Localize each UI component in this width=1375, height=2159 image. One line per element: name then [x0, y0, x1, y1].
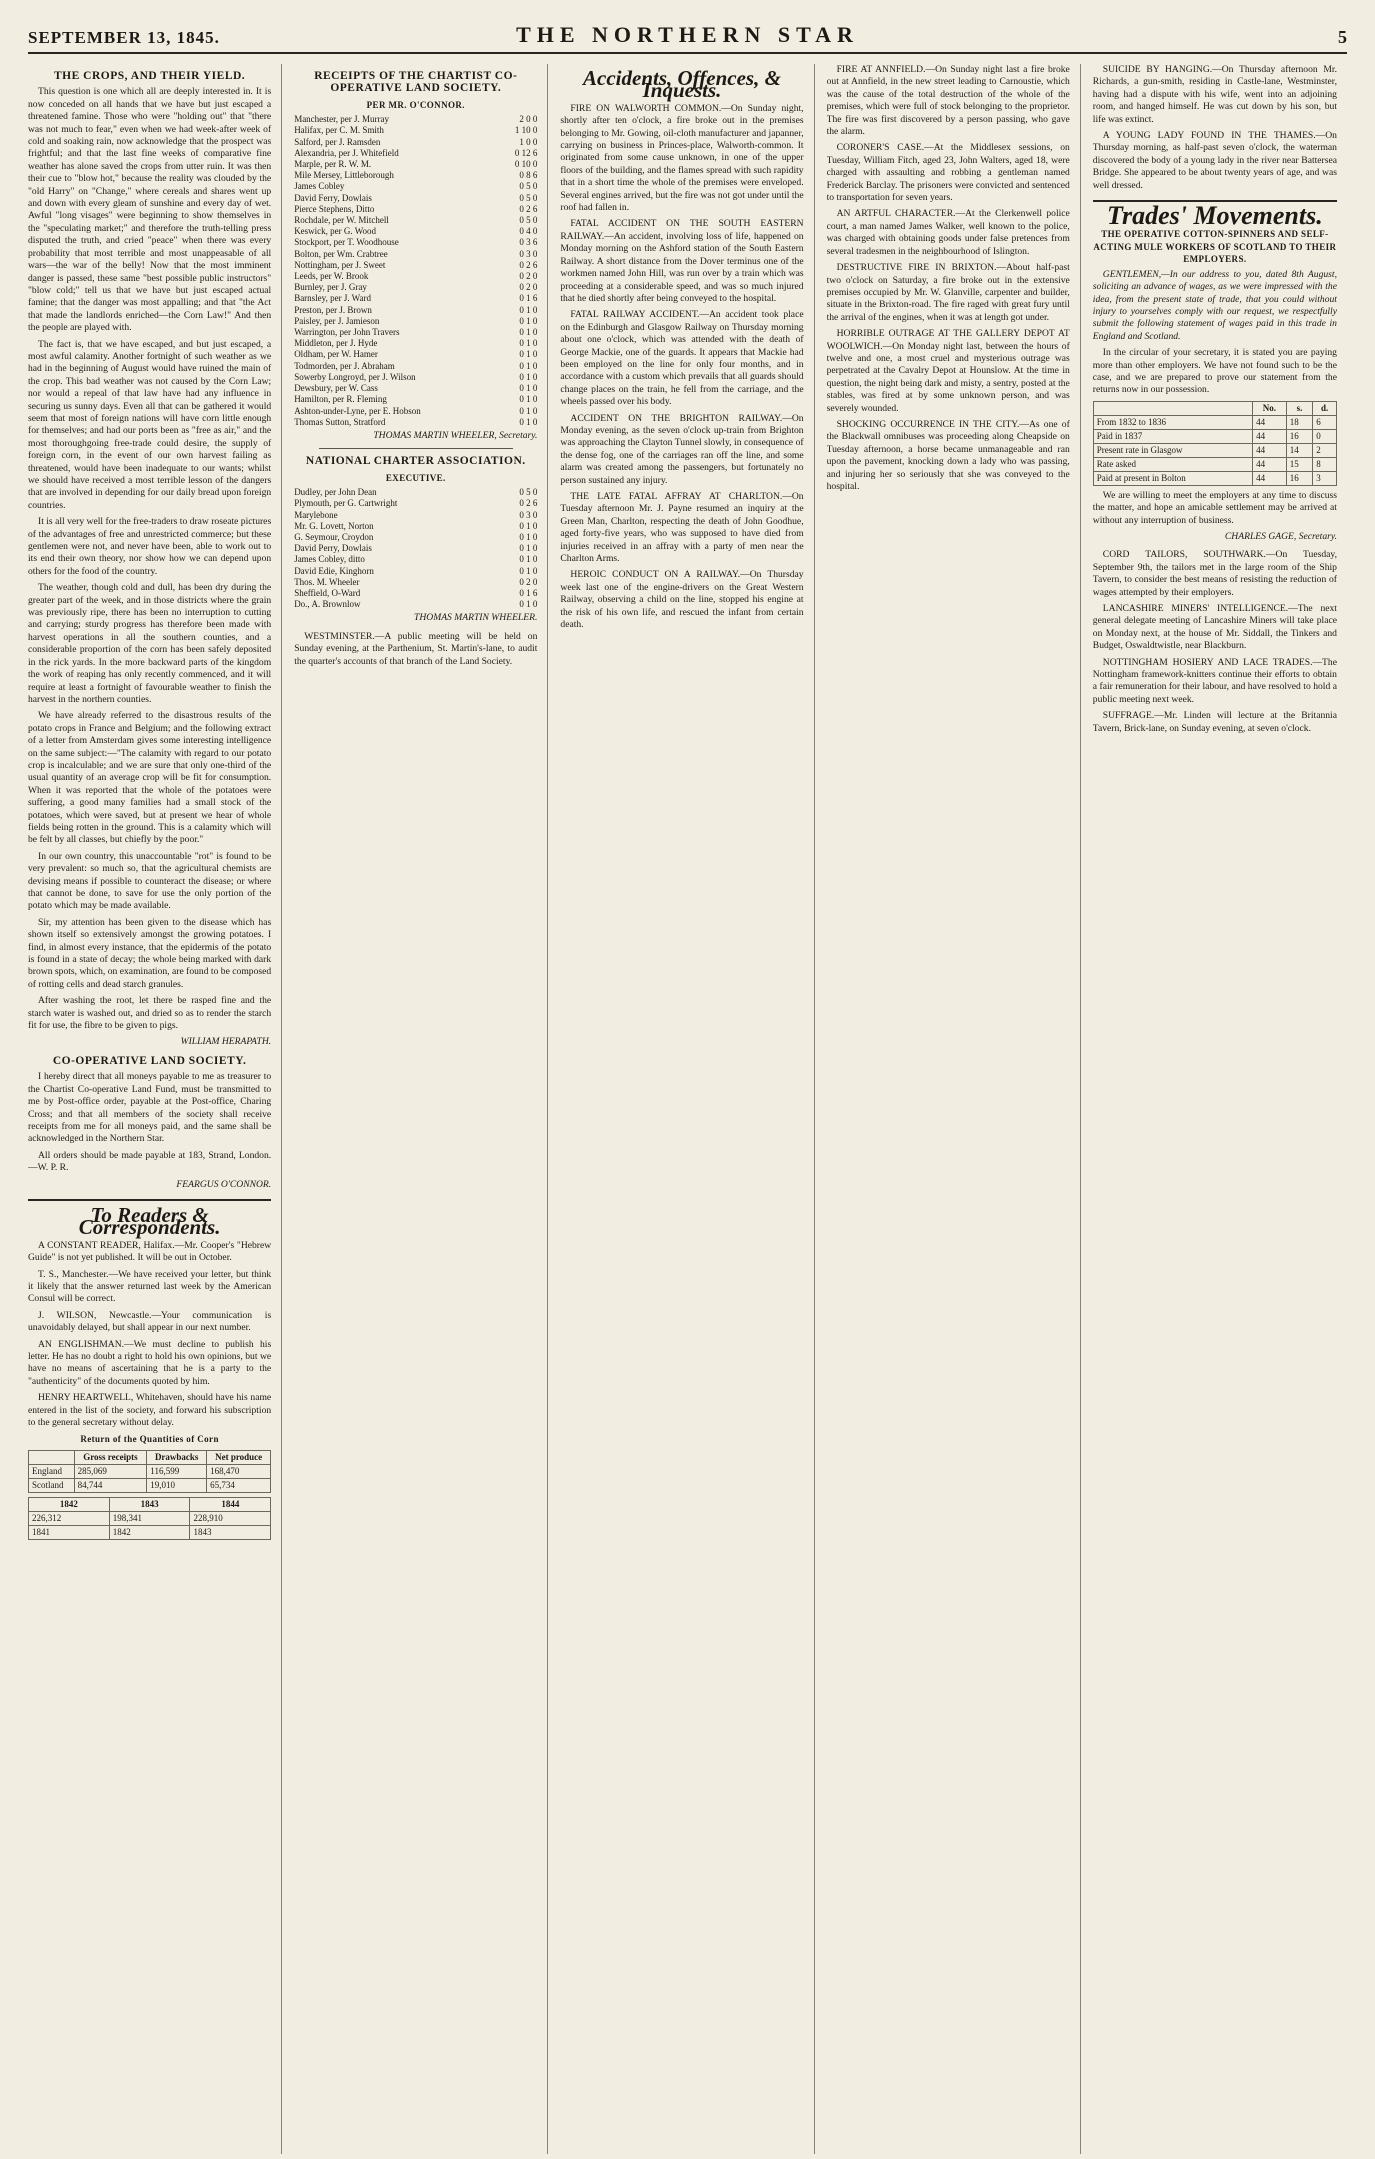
- crops-paragraph: This question is one which all are deeply interested in. It is now conceded on all hands that we have but just escaped a threatened famine. Those who were "holding out" that "there was not much to fear," even when we had week-after week of cold and soaking rain, now acknowledge that the prospect was frightful; and that the last fine weeks of comparative fine weather has alone saved the crops from utter ruin. It was then their cue to "blow hot," because the reality was clouded by the "old Harry" on "Change," where cereals and shares went up and down with every gleam of sunshine and every day of wet. Awful "long visages" were beginning to show themselves in the "speculating market;" and therefore the truth-telling press disputed the truth, and cried "peace" when there was every probability that most terrible and most unappeasable of all wars—the war of the belly! Now that the most imminent danger is passed, these same "best possible public instructors" "blow cold;" tell us that we have but just escaped actual famine; that the danger was most appalling; and that "the Act that made the landlords enriched—the Corn Law!" And then the people are played with.: [28, 86, 272, 334]
- reader-note: T. S., Manchester.—We have received your letter, but think it likely that the answer returned last week by the American Consul will be correct.: [28, 1268, 272, 1305]
- ledger-amount: 0 1 0: [519, 383, 538, 394]
- table-header: Net produce: [207, 1450, 271, 1464]
- news-item: FATAL ACCIDENT ON THE SOUTH EASTERN RAILWAY.—An accident, involving loss of life, happened on Monday morning on the Ashford station of the South Eastern Railway. A short distance from the Dover terminus one of the workmen named John Hill, was run over by a train which was proceeding at a considerable speed, and was so much injured that he died shortly after being conveyed to the hospital.: [560, 218, 804, 304]
- ledger-amount: 0 3 6: [519, 237, 538, 248]
- ledger-name: Barnsley, per J. Ward: [294, 293, 371, 304]
- trades-paragraph: GENTLEMEN,—In our address to you, dated 8th August, soliciting an advance of wages, as we were impressed with the idea, from the present state of trade, that you could without injury to yourselves comply with our request, we respectfully submit the following statement of wages paid in this trade in England and Scotland.: [1092, 268, 1337, 342]
- ledger-name: Oldham, per W. Hamer: [294, 349, 378, 360]
- years-table: [28, 1497, 271, 1540]
- trades-heading: Trades' Movements.: [1107, 201, 1323, 231]
- news-item: SHOCKING OCCURRENCE IN THE CITY.—As one of the Blackwall omnibuses was proceeding along Cheapside on Tuesday afternoon, a horse became unmanageable and ran upon the pavement, knocking down a lady who was passing, and injuring her so seriously that she was conveyed to the hospital.: [826, 418, 1070, 492]
- ledger-amount: 0 1 0: [519, 520, 538, 531]
- divider: [28, 1199, 271, 1201]
- ledger-name: Pierce Stephens, Ditto: [294, 203, 375, 214]
- trades-paragraph: NOTTINGHAM HOSIERY AND LACE TRADES.—The Nottingham framework-knitters continue their efforts to obtain a fair remuneration for their labour, and have resolved to hold a public meeting next week.: [1092, 656, 1337, 705]
- ledger-amount: 0 5 0: [519, 487, 538, 498]
- ledger-amount: 0 1 0: [519, 531, 538, 542]
- masthead: [28, 18, 1347, 54]
- crops-paragraph: It is all very well for the free-traders to draw roseate pictures of the advantages of free and unrestricted commerce; but these gentlemen were not, and never have been, able to work out to its end their own theory, nor show how we can depend upon others for the food of the country.: [28, 516, 272, 577]
- table-header: Gross receipts: [74, 1450, 147, 1464]
- ledger-amount: 0 2 6: [519, 498, 538, 509]
- receipts-signature: THOMAS MARTIN WHEELER, Secretary.: [373, 429, 538, 441]
- table-row: [29, 1478, 271, 1492]
- ledger-name: David Edie, Kinghorn: [294, 565, 374, 576]
- ledger-row: [294, 588, 537, 599]
- crops-paragraph: The weather, though cold and dull, has been dry during the greater part of the week, and in those districts where the grain was previously ripe, there has been no interruption to cutting and carrying; sturdy progress has therefore been made with harvest operations in all the southern counties, and a considerable proportion of the corn has been safely deposited in the rick yards. In the more backward parts of the kingdom the work of reaping has only recently commenced, and it will require at least a fortnight of favourable weather to finish the harvest in the northern counties.: [28, 582, 272, 705]
- ledger-name: Leeds, per W. Brook: [294, 271, 369, 282]
- ledger-row: [294, 237, 537, 248]
- ledger-row: [294, 260, 537, 271]
- ledger-row: [294, 361, 537, 372]
- table-cell: 1843: [190, 1525, 271, 1539]
- ledger-row: [294, 577, 537, 588]
- table-header: Drawbacks: [147, 1450, 207, 1464]
- ledger-name: Hamilton, per R. Fleming: [294, 394, 387, 405]
- table-cell: 2: [1313, 443, 1337, 457]
- column-4: [827, 64, 1081, 2154]
- ledger-row: [294, 327, 537, 338]
- ledger-row: [294, 316, 537, 327]
- ledger-row: [294, 125, 537, 136]
- table-header: 1844: [190, 1497, 271, 1511]
- ledger-row: [294, 599, 537, 610]
- ledger-name: Thos. M. Wheeler: [294, 576, 360, 587]
- table-cell: 226,312: [29, 1511, 110, 1525]
- news-item: CORONER'S CASE.—At the Middlesex sessions, on Tuesday, William Fitch, aged 23, John Walters, aged 18, were charged with assaulting and robbing a gentleman named Frederick Barclay. The prisoners were convicted and sentenced to transportation for seven years.: [826, 142, 1070, 204]
- ledger-name: Todmorden, per J. Abraham: [294, 360, 395, 371]
- newspaper-title: THE NORTHERN STAR: [516, 22, 859, 47]
- receipts-ledger: [294, 114, 537, 428]
- ledger-amount: 0 1 0: [519, 349, 538, 360]
- table-cell: 44: [1253, 457, 1287, 471]
- reader-note: HENRY HEARTWELL, Whitehaven, should have his name entered in the list of the society, and forward his subscription to the general secretary without delay.: [28, 1392, 272, 1429]
- table-cell: 44: [1253, 443, 1287, 457]
- ledger-amount: 0 2 6: [519, 203, 538, 214]
- crops-paragraph: In our own country, this unaccountable "rot" is found to be very prevalent: so much so, that the agricultural chemists are devising means if possible to counteract the disease; or where that cannot be done, to save for use the only portion of the potato which may be made available.: [28, 850, 272, 912]
- association-ledger: [294, 487, 537, 610]
- ledger-name: Plymouth, per G. Cartwright: [294, 498, 398, 509]
- ledger-row: [294, 170, 537, 181]
- table-row: [29, 1511, 271, 1525]
- ledger-amount: 0 1 0: [519, 315, 538, 326]
- ledger-row: [294, 521, 537, 532]
- ledger-row: [294, 498, 537, 509]
- trades-paragraph: CORD TAILORS, SOUTHWARK.—On Tuesday, September 9th, the tailors met in the large room of the Ship Tavern, to consider the best means of resisting the reduction of wages attempted by their employers.: [1092, 549, 1337, 598]
- land-paragraph: I hereby direct that all moneys payable to me as treasurer to the Chartist Co-operative Land Fund, must be transmitted to me by Post-office order, payable at the Post-office, Charing Cross; and that all members of the society shall receive receipts from me for all moneys paid, and the same shall be acknowledged in the Northern Star.: [28, 1071, 272, 1145]
- ledger-row: [294, 249, 537, 260]
- ledger-amount: 2 0 0: [519, 114, 538, 125]
- trades-subheading: THE OPERATIVE COTTON-SPINNERS AND SELF-ACTING MULE WORKERS OF SCOTLAND TO THEIR EMPLOYERS.: [1093, 229, 1337, 265]
- table-cell: 6: [1313, 415, 1337, 429]
- news-item: FIRE ON WALWORTH COMMON.—On Sunday night, shortly after ten o'clock, a fire broke out in the premises belonging to Mr. Gowing, oil-cloth manufacturer and japanner, carrying on business in Princes-place, Walworth-common. It originated from some cause unknown, in one of the upper floors of the building, and the flames spread with such rapidity that in a short time the whole of the premises were enveloped. Several engines arrived, but the fire was not got under until the roof had fallen in.: [560, 102, 804, 214]
- news-item: SUICIDE BY HANGING.—On Thursday afternoon Mr. Richards, a gun-smith, residing in Castle-lane, Westminster, having had a dispute with his wife, went into an adjoining room, and hanged himself. He was cut down by his son, but life was extinct.: [1092, 64, 1337, 125]
- ledger-name: Sheffield, O-Ward: [294, 587, 361, 598]
- ledger-amount: 0 3 0: [519, 509, 538, 520]
- ledger-row: [294, 193, 537, 204]
- accidents-heading: Accidents, Offences, & Inquests.: [583, 66, 781, 103]
- table-row: [1093, 457, 1336, 471]
- table-cell: Scotland: [29, 1478, 75, 1492]
- ledger-amount: 0 2 0: [519, 271, 538, 282]
- ledger-row: [294, 383, 537, 394]
- ledger-amount: 1 10 0: [514, 125, 538, 136]
- readers-heading: To Readers & Correspondents.: [78, 1202, 221, 1240]
- ledger-row: [294, 510, 537, 521]
- ledger-name: Middleton, per J. Hyde: [294, 338, 378, 349]
- table-cell: 198,341: [109, 1511, 190, 1525]
- ledger-amount: 0 5 0: [519, 181, 538, 192]
- corn-table-heading: Return of the Quantities of Corn: [80, 1434, 219, 1445]
- crops-paragraph: Sir, my attention has been given to the disease which has shown itself so extensively amongst the growing potatoes. I find, in almost every instance, that the epidermis of the potato is found in a state of decay; the whole being marked with dark brown spots, which, on examination, are found to be composed of rotting cells and dead starch granules.: [28, 916, 272, 990]
- ledger-amount: 0 1 0: [519, 416, 538, 427]
- crops-paragraph: The fact is, that we have escaped, and but just escaped, a most awful calamity. Another fortnight of such weather as we had in the beginning of August would have ruined the main of the crop. This bad weather was not caused by the Corn Law; nor would a repeal of that law have had any influence in securing us sunny days. Even all that can be gathered it would seem that most of foreign nations will have corn little enough for themselves; and had our ports been as "free as air," and the most thoroughgoing free-trade could desire, the supply of foreign corn, in the event of our own harvest failing as threatened, would have been inadequate to our wants; whilst we should have received a most terrible lesson of the dangers that are involved in depending for our daily bread upon foreign countries.: [28, 338, 272, 511]
- crops-paragraph: We have already referred to the disastrous results of the potato crops in France and Belgium; and the following extract of a letter from Amsterdam gives some interesting intelligence on the same subject:—"The calamity with regard to our potato crop is incalculable; and we are sure that only one-third of the usual quantity of an average crop will be fit for consumption. When it was reported that the whole of the potatoes were suffering, a good many families had a small stock of the potatoes, which were saved, but at present we hear of whole fields being rotten in the ground. This is a calamity which will be felt by all classes, but chiefly by the poor.": [28, 710, 272, 846]
- table-header: s.: [1286, 401, 1313, 415]
- land-paragraph: All orders should be made payable at 183, Strand, London.—W. P. R.: [28, 1149, 272, 1174]
- ledger-amount: 0 1 0: [519, 371, 538, 382]
- ledger-row: [294, 487, 537, 498]
- ledger-amount: 1 0 0: [519, 136, 538, 147]
- news-item: ACCIDENT ON THE BRIGHTON RAILWAY.—On Monday evening, as the seven o'clock up-train from Brighton was approaching the Clayton Tunnel slowly, in consequence of the dense fog, one of the carriages ran off the line, and some alarm was created among the passengers, but fortunately no person sustained any injury.: [560, 412, 804, 486]
- crops-paragraph: After washing the root, let there be rasped fine and the starch water is washed out, and dried so as to render the starch fit for use, the fibre to be given to pigs.: [28, 995, 272, 1032]
- news-item: HEROIC CONDUCT ON A RAILWAY.—On Thursday week last one of the engine-drivers on the Great Western Railway, observing a child on the line, stopped his engine at the risk of his own life, and rescued the infant from certain death.: [560, 569, 804, 631]
- ledger-name: G. Seymour, Croydon: [294, 531, 374, 542]
- ledger-row: [294, 532, 537, 543]
- ledger-row: [294, 372, 537, 383]
- land-society-heading: CO-OPERATIVE LAND SOCIETY.: [52, 1054, 247, 1067]
- ledger-amount: 0 1 0: [519, 554, 538, 565]
- table-cell: Rate asked: [1093, 457, 1252, 471]
- ledger-amount: 0 10 0: [514, 159, 538, 170]
- ledger-name: Bolton, per Wm. Crabtree: [294, 248, 388, 259]
- ledger-name: James Cobley, ditto: [294, 554, 365, 565]
- ledger-amount: 0 1 0: [519, 543, 538, 554]
- ledger-row: [294, 137, 537, 148]
- ledger-amount: 0 2 6: [519, 259, 538, 270]
- ledger-name: Keswick, per G. Wood: [294, 226, 377, 237]
- table-cell: 18: [1286, 415, 1313, 429]
- table-cell: Paid in 1837: [1093, 429, 1252, 443]
- ledger-name: James Cobley: [294, 181, 345, 192]
- wages-table: [1093, 401, 1337, 486]
- ledger-row: [294, 417, 537, 428]
- table-row: [1093, 415, 1336, 429]
- table-cell: 16: [1286, 429, 1313, 443]
- ledger-amount: 0 1 6: [519, 293, 538, 304]
- ledger-name: Stockport, per T. Woodhouse: [294, 237, 399, 248]
- ledger-amount: 0 4 0: [519, 226, 538, 237]
- ledger-row: [294, 554, 537, 565]
- association-note: WESTMINSTER.—A public meeting will be held on Sunday evening, at the Parthenium, St. Martin's-lane, to audit the quarter's accounts of that branch of the Land Society.: [294, 630, 538, 667]
- table-cell: 44: [1253, 471, 1287, 485]
- ledger-name: Paisley, per J. Jamieson: [294, 315, 380, 326]
- ledger-row: [294, 293, 537, 304]
- table-row: [29, 1525, 271, 1539]
- table-cell: 116,599: [147, 1464, 207, 1478]
- ledger-amount: 0 1 6: [519, 587, 538, 598]
- ledger-name: David Perry, Dowlais: [294, 543, 372, 554]
- news-item: A YOUNG LADY FOUND IN THE THAMES.—On Thursday morning, as half-past seven o'clock, the waterman discovered the body of a young lady in the river near Battersea Bridge. She appeared to be about twenty years of age, and was well dressed.: [1092, 130, 1337, 191]
- table-cell: 285,069: [74, 1464, 147, 1478]
- ledger-row: [294, 543, 537, 554]
- association-heading: NATIONAL CHARTER ASSOCIATION.: [305, 455, 526, 468]
- trades-paragraph: In the circular of your secretary, it is stated you are paying more than other employers. We have not found such to be the case, and we are prepared to prove our statement from the returns now in our possession.: [1092, 347, 1337, 396]
- page-number: 5: [1338, 27, 1347, 47]
- receipts-subheading: PER MR. O'CONNOR.: [366, 99, 465, 110]
- land-signature: FEARGUS O'CONNOR.: [176, 1178, 272, 1190]
- ledger-amount: 0 1 0: [519, 599, 538, 610]
- ledger-amount: 0 1 0: [519, 405, 538, 416]
- ledger-name: Mr. G. Lovett, Norton: [294, 520, 374, 531]
- corn-table: [28, 1450, 271, 1493]
- ledger-row: [294, 282, 537, 293]
- table-row: [1093, 429, 1336, 443]
- ledger-amount: 0 12 6: [514, 147, 538, 158]
- ledger-amount: 0 1 0: [519, 304, 538, 315]
- ledger-name: Preston, per J. Brown: [294, 304, 372, 315]
- table-cell: 15: [1286, 457, 1313, 471]
- ledger-row: [294, 305, 537, 316]
- ledger-name: Do., A. Brownlow: [294, 599, 361, 610]
- table-cell: 228,910: [190, 1511, 271, 1525]
- ledger-amount: 0 1 0: [519, 338, 538, 349]
- columns: [28, 64, 1347, 2154]
- ledger-row: [294, 406, 537, 417]
- trades-paragraph: We are willing to meet the employers at any time to discuss the matter, and hope an amicable settlement may be arrived at without any interruption of business.: [1092, 489, 1337, 526]
- column-1: [28, 64, 282, 2154]
- reader-note: AN ENGLISHMAN.—We must decline to publish his letter. He has no doubt a right to hold his own opinions, but we have no means of ascertaining that he is a party to the "authenticity" of the documents quoted by him.: [28, 1338, 272, 1387]
- ledger-amount: 0 1 0: [519, 565, 538, 576]
- ledger-amount: 0 1 0: [519, 394, 538, 405]
- table-header: d.: [1313, 401, 1337, 415]
- table-cell: 16: [1286, 471, 1313, 485]
- trades-signature: CHARLES GAGE, Secretary.: [1224, 530, 1337, 542]
- crops-signature: WILLIAM HERAPATH.: [180, 1036, 272, 1048]
- ledger-name: Alexandria, per J. Whitefield: [294, 147, 399, 158]
- divider: [319, 448, 514, 449]
- news-item: FIRE AT ANNFIELD.—On Sunday night last a fire broke out at Annfield, in the new street leading to Carnoustie, which was the cause of the total destruction of the whole of the premises, which were full of stock belonging to the proprietor. The fire was first discovered by a person passing, who gave the alarm.: [826, 64, 1070, 138]
- ledger-row: [294, 159, 537, 170]
- column-3: [560, 64, 814, 2154]
- ledger-row: [294, 204, 537, 215]
- ledger-name: Ashton-under-Lyne, per E. Hobson: [294, 405, 421, 416]
- table-cell: 65,734: [207, 1478, 271, 1492]
- ledger-amount: 0 5 0: [519, 192, 538, 203]
- table-header: 1843: [109, 1497, 190, 1511]
- news-item: HORRIBLE OUTRAGE AT THE GALLERY DEPOT AT WOOLWICH.—On Monday night last, between the hours of twelve and one, a most cruel and mysterious outrage was perpetrated at the Cavalry Depot at Hounslow. At the time in question, the night being dark and misty, a sentry, posted at the stables, was fired at by some unknown person, and was severely wounded.: [826, 328, 1070, 414]
- ledger-name: Warrington, per John Travers: [294, 327, 400, 338]
- table-cell: Present rate in Glasgow: [1093, 443, 1252, 457]
- ledger-amount: 0 5 0: [519, 215, 538, 226]
- ledger-row: [294, 226, 537, 237]
- table-header: No.: [1253, 401, 1287, 415]
- crops-heading: THE CROPS, AND THEIR YIELD.: [54, 70, 246, 82]
- ledger-row: [294, 148, 537, 159]
- ledger-row: [294, 349, 537, 360]
- ledger-name: Halifax, per C. M. Smith: [294, 125, 384, 136]
- table-cell: Paid at present in Bolton: [1093, 471, 1252, 485]
- ledger-name: Salford, per J. Ramsden: [294, 136, 381, 147]
- issue-date: SEPTEMBER 13, 1845.: [28, 28, 220, 47]
- ledger-amount: 0 8 6: [519, 170, 538, 181]
- table-cell: 44: [1253, 429, 1287, 443]
- news-item: THE LATE FATAL AFFRAY AT CHARLTON.—On Tuesday afternoon Mr. J. Payne resumed an inquiry at the Green Man, Charlton, respecting the death of John Goodhue, aged forty-five years, who was supposed to have died from injuries received in an affray with a party of men near the Charlton Arms.: [560, 491, 804, 565]
- ledger-amount: 0 1 0: [519, 360, 538, 371]
- ledger-name: Marple, per R. W. M.: [294, 159, 372, 170]
- trades-paragraph: SUFFRAGE.—Mr. Linden will lecture at the Britannia Tavern, Brick-lane, on Sunday evening, at seven o'clock.: [1092, 710, 1337, 734]
- table-cell: England: [29, 1464, 75, 1478]
- column-5: [1093, 64, 1347, 2154]
- news-item: FATAL RAILWAY ACCIDENT.—An accident took place on the Edinburgh and Glasgow Railway on Thursday morning about one o'clock, which was attended with the death of George Mackie, one of the guards. It appears that Mackie had been employed on the line for only four months, and in accordance with a custom which prevails that all guards should change places on the train, he fell from the carriage, and the wheels passed over his body.: [560, 309, 804, 408]
- ledger-row: [294, 114, 537, 125]
- ledger-amount: 0 1 0: [519, 327, 538, 338]
- ledger-row: [294, 394, 537, 405]
- ledger-amount: 0 2 0: [519, 576, 538, 587]
- table-cell: 19,010: [147, 1478, 207, 1492]
- association-signature: THOMAS MARTIN WHEELER.: [414, 612, 538, 624]
- ledger-amount: 0 2 0: [519, 282, 538, 293]
- news-item: AN ARTFUL CHARACTER.—At the Clerkenwell police court, a man named James Walker, well known to the police, was charged with obtaining goods under false pretences from several tradesmen in the neighbourhood of Islington.: [826, 208, 1070, 257]
- ledger-name: Manchester, per J. Murray: [294, 114, 390, 125]
- ledger-name: Dewsbury, per W. Cass: [294, 383, 378, 394]
- column-2: [294, 64, 548, 2154]
- ledger-name: Burnley, per J. Gray: [294, 282, 367, 293]
- ledger-name: David Ferry, Dowlais: [294, 192, 372, 203]
- table-cell: 3: [1313, 471, 1337, 485]
- ledger-name: Dudley, per John Dean: [294, 487, 377, 498]
- ledger-name: Mile Mersey, Littleborough: [294, 170, 394, 181]
- table-row: [29, 1464, 271, 1478]
- trades-paragraph: LANCASHIRE MINERS' INTELLIGENCE.—The next general delegate meeting of Lancashire Miners will take place on Monday next, at the house of Mr. Siddall, the Tinkers and Budget, Oswaldtwistle, near Blackburn.: [1092, 603, 1337, 652]
- table-cell: 168,470: [207, 1464, 271, 1478]
- table-cell: From 1832 to 1836: [1093, 415, 1252, 429]
- table-header: 1842: [29, 1497, 110, 1511]
- ledger-row: [294, 215, 537, 226]
- table-cell: 1842: [109, 1525, 190, 1539]
- ledger-name: Rochdale, per W. Mitchell: [294, 215, 389, 226]
- reader-note: A CONSTANT READER, Halifax.—Mr. Cooper's "Hebrew Guide" is not yet published. It will be out in October.: [28, 1239, 272, 1264]
- ledger-row: [294, 181, 537, 192]
- ledger-row: [294, 271, 537, 282]
- news-item: DESTRUCTIVE FIRE IN BRIXTON.—About half-past two o'clock on Saturday, a fire broke out in the extensive premises occupied by Mr. W. Glanville, carpenter and builder, situate in the Brixton-road. The fire raged with great fury until the arrival of the engines, when it was at length got under.: [826, 262, 1070, 323]
- ledger-name: Thomas Sutton, Stratford: [294, 416, 386, 427]
- ledger-name: Marylebone: [294, 509, 338, 520]
- table-cell: 14: [1286, 443, 1313, 457]
- association-subheading: EXECUTIVE.: [385, 472, 446, 483]
- table-row: [1093, 471, 1336, 485]
- table-cell: 44: [1253, 415, 1287, 429]
- table-header: [1093, 401, 1252, 415]
- ledger-name: Nottingham, per J. Sweet: [294, 259, 386, 270]
- ledger-row: [294, 338, 537, 349]
- ledger-row: [294, 566, 537, 577]
- table-cell: 1841: [29, 1525, 110, 1539]
- table-row: [1093, 443, 1336, 457]
- table-cell: 84,744: [74, 1478, 147, 1492]
- table-header: [29, 1450, 75, 1464]
- table-cell: 8: [1313, 457, 1337, 471]
- reader-note: J. WILSON, Newcastle.—Your communication is unavoidably delayed, but shall appear in our next number.: [28, 1309, 272, 1334]
- receipts-heading: RECEIPTS OF THE CHARTIST CO-OPERATIVE LAND SOCIETY.: [314, 70, 518, 95]
- ledger-amount: 0 3 0: [519, 248, 538, 259]
- ledger-name: Sowerby Longroyd, per J. Wilson: [294, 371, 416, 382]
- table-cell: 0: [1313, 429, 1337, 443]
